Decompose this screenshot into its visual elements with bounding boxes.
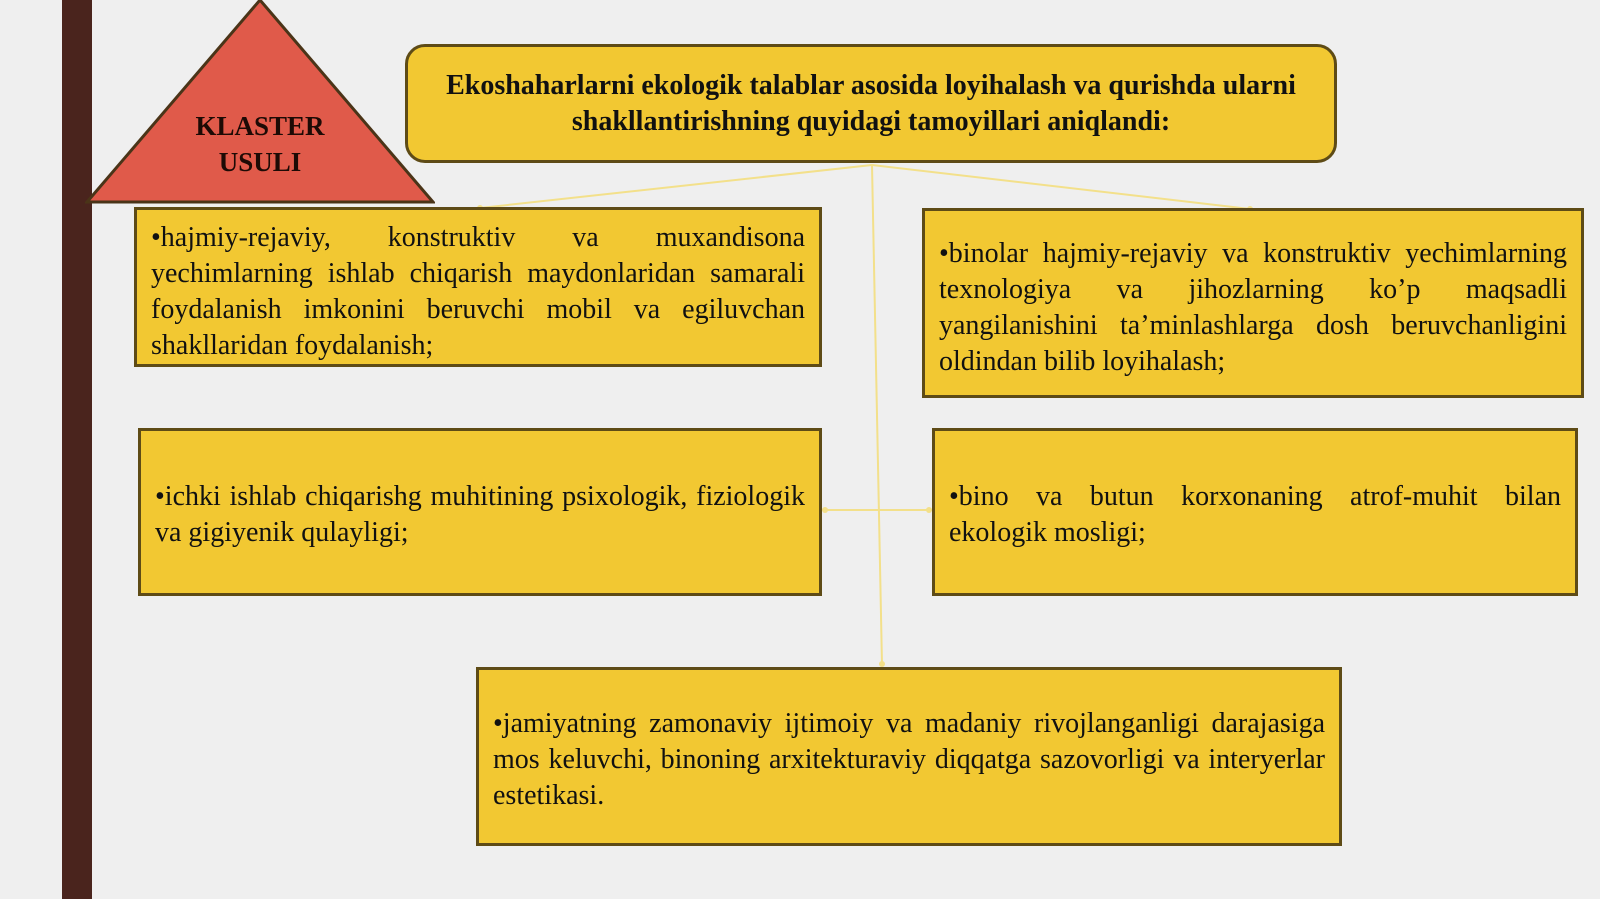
principle-text-1: •hajmiy-rejaviy, konstruktiv va muxandisona yechimlarning ishlab chiqarish maydonlaridan samarali foydalanish imkonini beruvchi mobil va egiluvchan shakllaridan foydalanish;: [151, 222, 805, 361]
principle-box-2: [922, 208, 1584, 398]
principle-text-3: •ichki ishlab chiqarishg muhitining psixologik, fiziologik va gigiyenik qulayligi;: [155, 481, 805, 548]
principle-text-2: •binolar hajmiy-rejaviy va konstruktiv yechimlarning texnologiya va jihozlarning ko’p maqsadli yangilanishini ta’minlashlarga dosh beruvchanligini oldindan bilib loyihalash;: [939, 238, 1567, 377]
connector-to-box-2: [872, 165, 1250, 209]
principle-box-5: [476, 667, 1342, 846]
principle-box-1: [134, 207, 822, 367]
connector-dot-box-3: [822, 507, 828, 513]
klaster-usuli-label: KLASTER USULI: [195, 111, 325, 177]
connector-trunk: [872, 165, 882, 665]
principle-box-4: [932, 428, 1578, 596]
principle-text-5: •jamiyatning zamonaviy ijtimoiy va madaniy rivojlanganligi darajasiga mos keluvchi, binoning arxitekturaviy diqqatga sazovorligi va interyerlar estetikasi.: [493, 708, 1325, 811]
principle-text-4: •bino va butun korxonaning atrof-muhit bilan ekologik mosligi;: [949, 481, 1561, 548]
title-text: Ekoshaharlarni ekologik talablar asosida loyihalash va qurishda ularni shakllantirishning quyidagi tamoyillari aniqlandi:: [446, 69, 1296, 137]
connector-to-box-1: [480, 165, 872, 208]
principle-box-3: [138, 428, 822, 596]
title-box: [405, 44, 1337, 163]
